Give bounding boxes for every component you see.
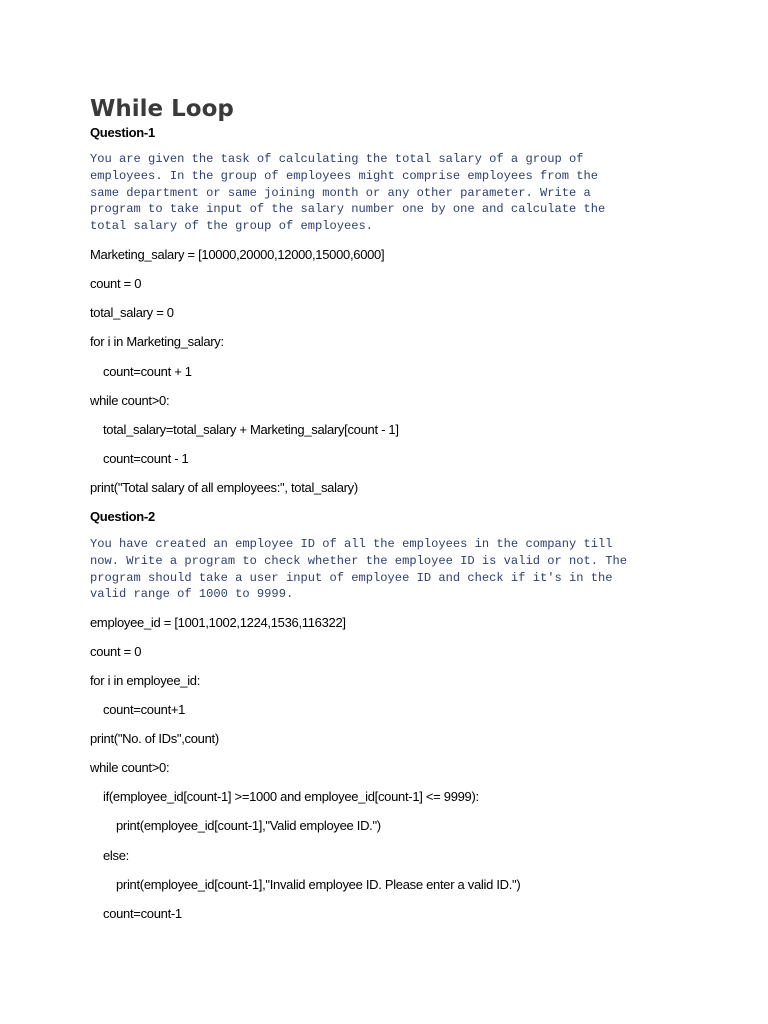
code-line: employee_id = [1001,1002,1224,1536,116322] — [90, 615, 346, 630]
code-line: count=count + 1 — [103, 364, 192, 379]
description-line: You have created an employee ID of all the employees in the company till — [90, 537, 613, 551]
code-line: total_salary = 0 — [90, 305, 174, 320]
code-line: print("Total salary of all employees:", total_salary) — [90, 480, 358, 495]
code-line: for i in Marketing_salary: — [90, 334, 224, 349]
code-line: count = 0 — [90, 644, 142, 659]
description-line: total salary of the group of employees. — [90, 219, 374, 234]
code-line: Marketing_salary = [10000,20000,12000,15000,6000] — [90, 247, 385, 262]
code-line: while count>0: — [90, 393, 170, 408]
question-1-heading: Question-1 — [90, 125, 155, 140]
code-line: count=count - 1 — [103, 451, 189, 466]
code-line: print(employee_id[count-1],"Invalid employee ID. Please enter a valid ID.") — [116, 877, 521, 892]
description-line: valid range of 1000 to 9999. — [90, 587, 294, 602]
code-line: while count>0: — [90, 760, 170, 775]
code-line: print(employee_id[count-1],"Valid employee ID.") — [116, 818, 381, 833]
code-line: count=count-1 — [103, 906, 182, 921]
description-line: You are given the task of calculating the total salary of a group of — [90, 152, 584, 166]
code-line: total_salary=total_salary + Marketing_salary[count - 1] — [103, 422, 399, 437]
code-line: for i in employee_id: — [90, 673, 201, 688]
description-line: same department or same joining month or any other parameter. Write a — [90, 185, 591, 200]
code-line: count=count+1 — [103, 702, 186, 717]
question-1-description — [90, 151, 690, 235]
description-line: now. Write a program to check whether the employee ID is valid or not. The — [90, 553, 628, 568]
description-line: program should take a user input of employee ID and check if it's in the — [90, 570, 613, 585]
code-line: else: — [103, 848, 129, 863]
page-title: While Loop — [90, 96, 234, 122]
description-line: program to take input of the salary number one by one and calculate the — [90, 202, 606, 217]
code-line: if(employee_id[count-1] >=1000 and employee_id[count-1] <= 9999): — [103, 789, 479, 804]
question-2-description — [90, 536, 690, 603]
question-2-heading: Question-2 — [90, 509, 155, 524]
code-line: print("No. of IDs",count) — [90, 731, 219, 746]
code-line: count = 0 — [90, 276, 142, 291]
description-line: employees. In the group of employees might comprise employees from the — [90, 168, 599, 183]
